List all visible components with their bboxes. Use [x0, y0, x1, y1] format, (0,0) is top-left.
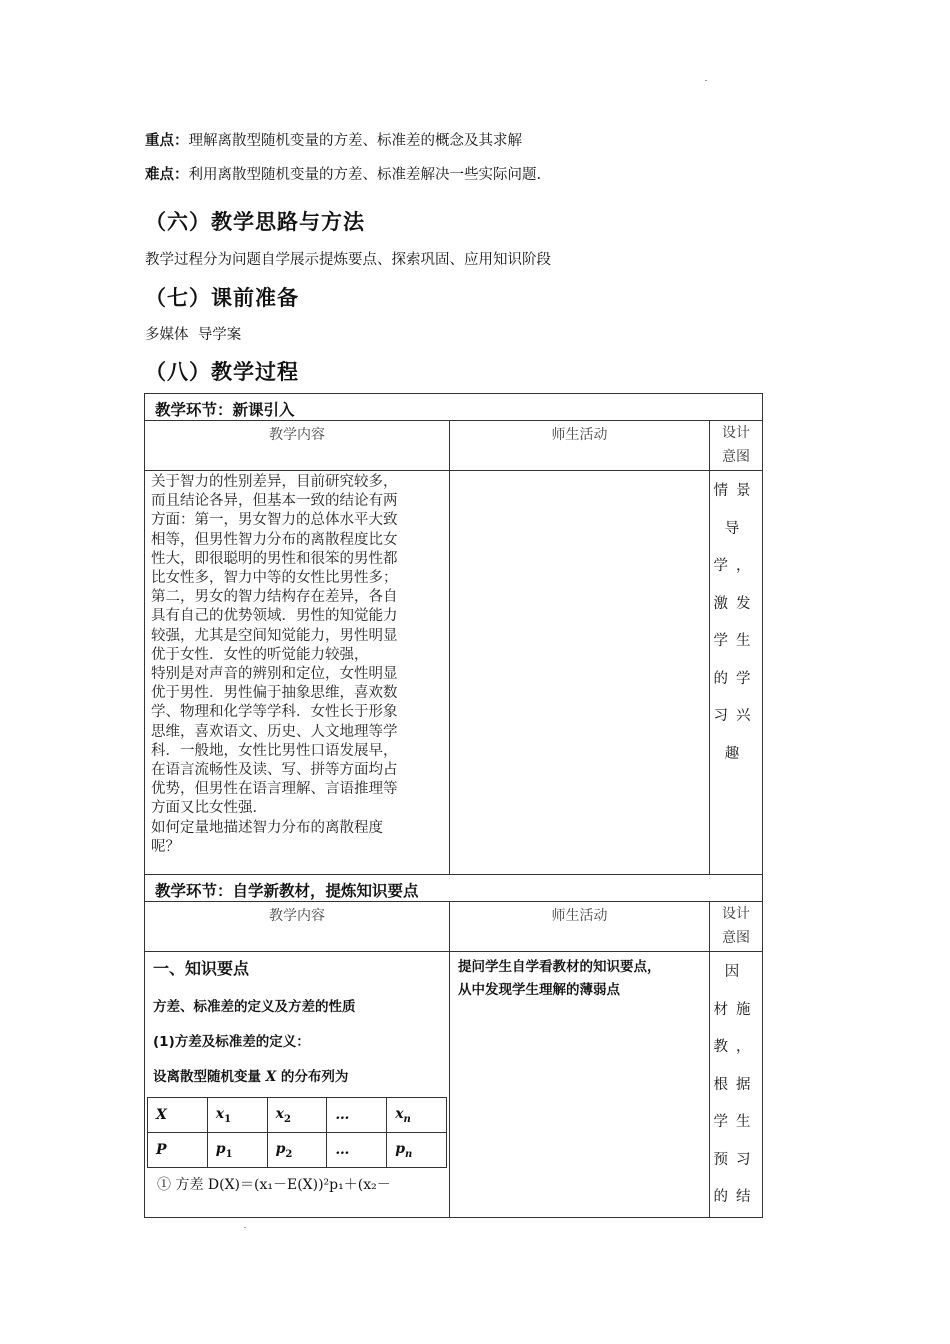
stage1-design-line: 导 — [724, 520, 748, 537]
focus-label: 重点： — [145, 133, 189, 149]
stage1-content — [145, 471, 450, 875]
stage1-design-line: 激发 — [713, 595, 759, 612]
stage1-content-line: 优于男性．男性偏于抽象思维，喜欢数 — [151, 685, 398, 702]
stage1-design-line: 趣 — [724, 745, 748, 762]
stage2-header-row — [145, 902, 763, 952]
distribution-cell: $x_1$ — [207, 1098, 267, 1133]
distribution-cell: P — [148, 1133, 208, 1168]
section6-body: 教学过程分为问题自学展示提炼要点、探索巩固、应用知识阶段 — [145, 252, 551, 268]
focus-line — [145, 129, 522, 150]
stage1-design-line: 学， — [713, 558, 759, 574]
variance-definition-heading: 方差、标准差的定义及方差的性质 — [153, 999, 356, 1015]
stage1-content-line: 而且结论各异，但基本一致的结论有两 — [151, 493, 398, 510]
stage2-design-line: 材施 — [713, 1001, 759, 1018]
stage1-col-design: 设计 意图 — [710, 421, 763, 471]
stage1-design-line: 情景 — [713, 483, 759, 499]
distribution-intro: 设离散型随机变量 X 的分布列为 — [153, 1069, 349, 1085]
stage2-design-line: 因 — [724, 964, 748, 980]
stage2-design-line: 学生 — [713, 1114, 759, 1130]
stage2-design-line: 的结 — [713, 1189, 759, 1205]
stage1-content-line: 关于智力的性别差异，目前研究较多， — [151, 474, 398, 490]
stage1-col-activity: 师生活动 — [450, 421, 710, 471]
difficulty-label: 难点： — [145, 167, 189, 183]
stage1-content-line: 思维，喜欢语文、历史、人文地理等学 — [151, 723, 398, 740]
focus-text: 理解离散型随机变量的方差、标准差的概念及其求解 — [188, 133, 522, 149]
distribution-cell: $x_2$ — [267, 1098, 327, 1133]
distribution-cell: $p_n$ — [387, 1133, 447, 1168]
corner-mark — [705, 80, 707, 81]
stage2-design-line: 预习 — [713, 1151, 759, 1168]
stage1-content-line: 具有自己的优势领域．男性的知觉能力 — [151, 608, 398, 625]
distribution-table — [147, 1097, 447, 1168]
stage1-title-row — [145, 394, 763, 421]
stage2-design-line: 根据 — [713, 1076, 759, 1093]
teaching-process-table — [144, 393, 763, 1218]
stage1-design-line: 习兴 — [713, 708, 759, 724]
distribution-cell: … — [327, 1133, 387, 1168]
stage1-content-line: 性大，即很聪明的男性和很笨的男性都 — [151, 550, 398, 567]
stage1-content-line: 方面又比女性强． — [151, 800, 267, 817]
stage2-title: 教学环节：自学新教材，提炼知识要点 — [145, 875, 763, 902]
stage1-content-line: 在语言流畅性及读、写、拼等方面均占 — [151, 762, 398, 779]
knowledge-points-title: 一、知识要点 — [153, 959, 250, 978]
stage1-content-line: 科．一般地，女性比男性口语发展早， — [151, 742, 398, 759]
stage1-design — [710, 471, 763, 875]
stage2-content — [145, 952, 450, 1218]
stage2-body-row — [145, 952, 763, 1218]
stage1-design-line: 的学 — [713, 670, 759, 687]
distribution-cell: … — [327, 1098, 387, 1133]
stage1-body-row — [145, 471, 763, 875]
distribution-cell: X — [148, 1098, 208, 1133]
section7-title: （七）课前准备 — [145, 286, 299, 310]
difficulty-line — [145, 163, 541, 184]
distribution-row-x — [148, 1098, 447, 1133]
stage1-content-line: 较强，尤其是空间知觉能力，男性明显 — [151, 627, 398, 644]
stage1-content-line: 如何定量地描述智力分布的离散程度 — [151, 819, 383, 836]
distribution-cell: $p_1$ — [207, 1133, 267, 1168]
stage1-col-content: 教学内容 — [145, 421, 450, 471]
stage1-activity — [450, 471, 710, 875]
variance-formula: ① 方差 D(X)＝(x₁－E(X))²p₁＋(x₂－ — [157, 1177, 391, 1193]
section6-title: （六）教学思路与方法 — [145, 210, 365, 234]
stage1-content-line: 比女性多，智力中等的女性比男性多； — [151, 570, 398, 587]
section7-body: 多媒体 导学案 — [145, 327, 242, 343]
stage1-content-line: 学、物理和化学等学科．女性长于形象 — [151, 704, 398, 721]
stage1-content-line: 相等，但男性智力分布的离散程度比女 — [151, 531, 398, 548]
stage2-design — [710, 952, 763, 1218]
distribution-cell: $p_2$ — [267, 1133, 327, 1168]
stage2-activity: 提问学生自学看教材的知识要点， 从中发现学生理解的薄弱点 — [450, 952, 710, 1218]
distribution-row-p — [148, 1133, 447, 1168]
stage1-content-line: 特别是对声音的辨别和定位，女性明显 — [151, 666, 398, 683]
stage2-col-content: 教学内容 — [145, 902, 450, 952]
stage1-design-line: 学生 — [713, 633, 759, 649]
distribution-cell: $x_n$ — [387, 1098, 447, 1133]
section8-title: （八）教学过程 — [145, 360, 299, 384]
stage2-col-activity: 师生活动 — [450, 902, 710, 952]
stage1-content-line: 优于女性．女性的听觉能力较强， — [151, 646, 369, 663]
stage1-header-row — [145, 421, 763, 471]
stage1-content-line: 第二，男女的智力结构存在差异，各自 — [151, 589, 398, 606]
stage2-col-design: 设计 意图 — [710, 902, 763, 952]
stage1-content-line: 呢？ — [151, 838, 180, 855]
stage2-design-line: 教， — [713, 1039, 759, 1055]
footer-mark — [244, 1227, 246, 1228]
stage1-content-line: 方面：第一，男女智力的总体水平大致 — [151, 512, 398, 529]
difficulty-text: 利用离散型随机变量的方差、标准差解决一些实际问题. — [188, 167, 542, 183]
stage1-title: 教学环节：新课引入 — [145, 394, 763, 421]
variance-subheading: (1)方差及标准差的定义： — [153, 1034, 310, 1050]
stage1-content-line: 优势，但男性在语言理解、言语推理等 — [151, 781, 398, 798]
stage2-title-row — [145, 875, 763, 902]
